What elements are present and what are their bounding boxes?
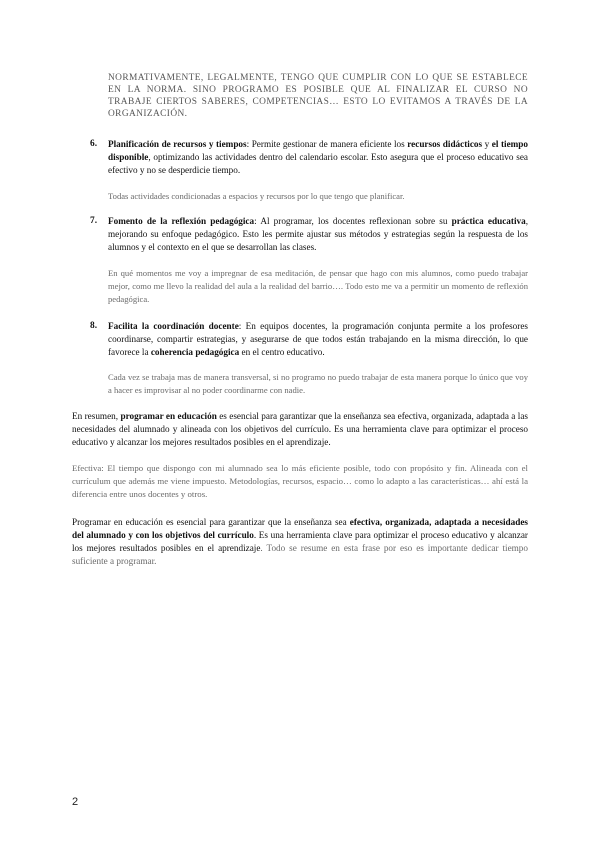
intro-paragraph: NORMATIVAMENTE, LEGALMENTE, TENGO QUE CUMPLIR CON LO QUE SE ESTABLECE EN LA NORMA. SINO PROGRAMO ES POSIBLE QUE AL FINALIZAR EL CURSO NO TRABAJE CIERTOS SABERES, COMPETENCIAS… ESTO LO EVITAMOS A TRAVÉS DE LA ORGANIZACIÓN. <box>108 73 528 119</box>
item-title: Facilita la coordinación docente <box>108 321 239 331</box>
list-item-7: 7. Fomento de la reflexión pedagógica: Al programar, los docentes reflexionan sobre su práctica educativa, mejorando su enfoque pedagógico. Esto les permite ajustar sus métodos y estrategias según la respuesta de los alumnos y el contexto en el que se desarrollan las clases. <box>90 216 528 252</box>
list-number: 8. <box>90 321 98 331</box>
item-note-7: En qué momentos me voy a impregnar de esa meditación, de pensar que hago con mis alumnos, como puedo trabajar mejor, como me llevo la realidad del aula a la realidad del barrio…. Todo esto me va a permitir un momento de reflexión pedagógica. <box>108 268 528 304</box>
list-number: 6. <box>90 139 98 149</box>
conclusion-paragraph: Programar en educación es esencial para garantizar que la enseñanza sea efectiva, organizada, adaptada a necesidades del alumnado y con los objetivos del currículo. Es una herramienta clave para optimizar el proceso educativo y alcanzar los mejores resultados posibles en el aprendizaje. Todo se resume en esta frase por eso es importante dedicar tiempo suficiente a programar. <box>72 517 528 566</box>
summary-paragraph: En resumen, programar en educación es esencial para garantizar que la enseñanza sea efectiva, organizada, adaptada a las necesidades del alumnado y alineada con los objetivos del currículo. Es una herramienta clave para optimizar el proceso educativo y alcanzar los mejores resultados posibles en el aprendizaje. <box>72 411 528 447</box>
item-note-6: Todas actividades condicionadas a espacios y recursos por lo que tengo que planificar. <box>108 191 405 201</box>
list-number: 7. <box>90 216 98 226</box>
item-title: Fomento de la reflexión pedagógica <box>108 216 255 226</box>
item-note-8: Cada vez se trabaja mas de manera transversal, si no programo no puedo trabajar de esta manera porque lo único que voy a hacer es improvisar al no poder coordinarme con nadie. <box>108 372 528 395</box>
list-item-6: 6. Planificación de recursos y tiempos: Permite gestionar de manera eficiente los recursos didácticos y el tiempo disponible, optimizando las actividades dentro del calendario escolar. Esto asegura que el proceso educativo sea efectivo y no se desperdicie tiempo. <box>90 139 528 175</box>
page-number: 2 <box>72 796 79 808</box>
effective-note-paragraph: Efectiva: El tiempo que dispongo con mi alumnado sea lo más eficiente posible, todo con propósito y fin. Alineada con el currículum que además me viene impuesto. Metodologías, recursos, espacio… como lo adapto a las características… ahí está la diferencia entre unos docentes y otros. <box>72 463 528 499</box>
list-item-8: 8. Facilita la coordinación docente: En equipos docentes, la programación conjunta permite a los profesores coordinarse, compartir estrategias, y asegurarse de que todos están trabajando en la misma dirección, lo que favorece la coherencia pedagógica en el centro educativo. <box>90 321 528 357</box>
item-title: Planificación de recursos y tiempos <box>108 139 247 149</box>
